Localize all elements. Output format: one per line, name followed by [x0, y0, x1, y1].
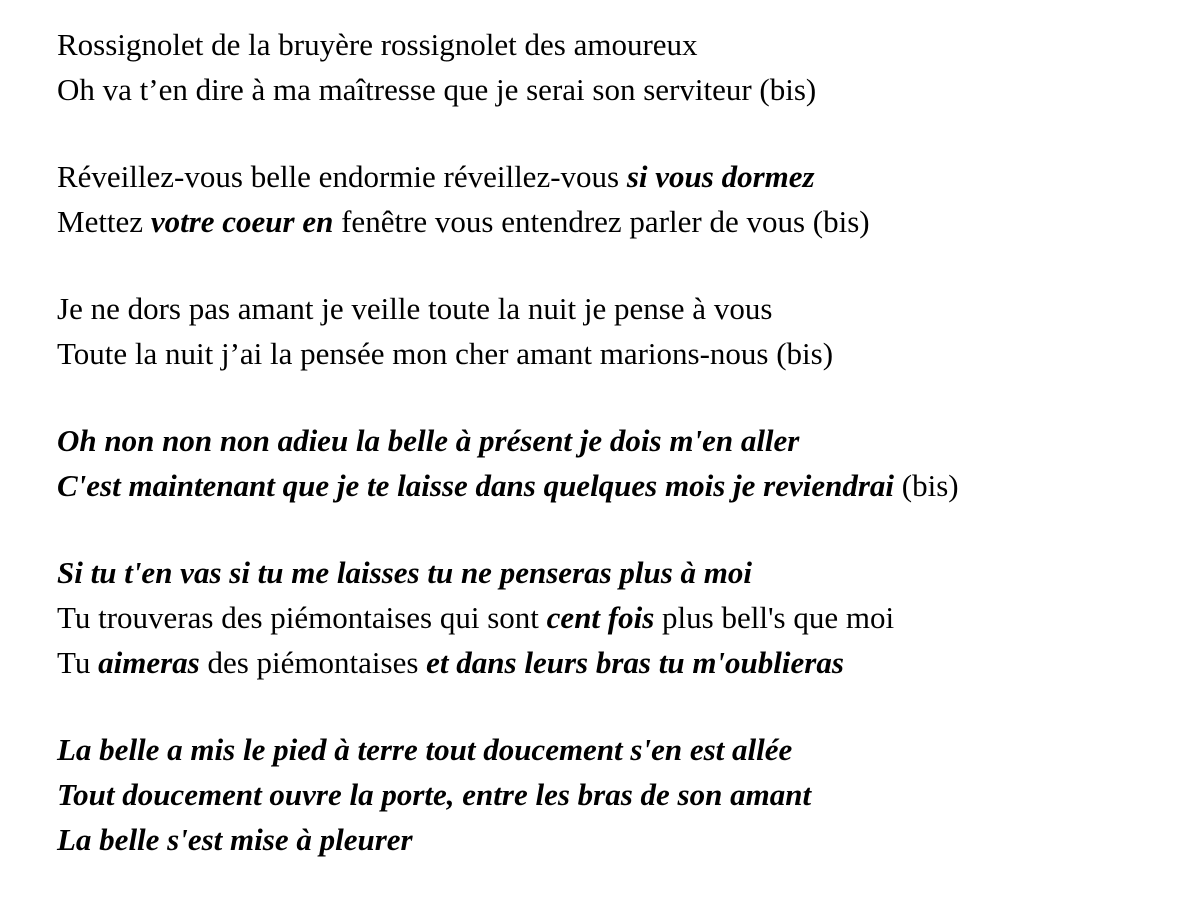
verse-line — [57, 772, 1192, 817]
stanza-3 — [57, 286, 1192, 376]
verse-line — [57, 550, 1192, 595]
verse-emphasis: La belle s'est mise à pleurer — [57, 822, 413, 857]
verse-emphasis: La belle a mis le pied à terre tout doucement s'en est allée — [57, 732, 793, 767]
verse-text: Rossignolet de la bruyère rossignolet des amoureux — [57, 27, 698, 62]
verse-line — [57, 286, 1192, 331]
verse-line — [57, 331, 1192, 376]
verse-text: Je ne dors pas amant je veille toute la nuit je pense à vous — [57, 291, 773, 326]
verse-line — [57, 640, 1192, 685]
stanza-1 — [57, 22, 1192, 112]
verse-text: Toute la nuit j’ai la pensée mon cher amant marions-nous (bis) — [57, 336, 834, 371]
lyrics-document — [57, 22, 1192, 904]
verse-line — [57, 595, 1192, 640]
verse-line — [57, 199, 1192, 244]
verse-emphasis: C'est maintenant que je te laisse dans quelques mois je reviendrai — [57, 468, 895, 503]
verse-text: Oh va t’en dire à ma maîtresse que je serai son serviteur (bis) — [57, 72, 817, 107]
verse-emphasis: Oh non non non adieu la belle à présent je dois m'en aller — [57, 423, 800, 458]
verse-text: Mettez — [57, 204, 151, 239]
verse-text: Tu — [57, 645, 99, 680]
verse-line — [57, 463, 1192, 508]
verse-text: plus bell's que moi — [654, 600, 895, 635]
stanza-5 — [57, 550, 1192, 685]
verse-emphasis: aimeras — [98, 645, 200, 680]
verse-line — [57, 817, 1192, 862]
verse-text: fenêtre vous entendrez parler de vous (bis) — [333, 204, 870, 239]
verse-text: Tu trouveras des piémontaises qui sont — [57, 600, 547, 635]
verse-emphasis: votre coeur en — [150, 204, 334, 239]
verse-text: (bis) — [894, 468, 959, 503]
verse-text: Réveillez-vous belle endormie réveillez-vous — [57, 159, 627, 194]
verse-emphasis: cent fois — [546, 600, 655, 635]
verse-emphasis: et dans leurs bras tu m'oublieras — [426, 645, 844, 680]
verse-line — [57, 418, 1192, 463]
stanza-2 — [57, 154, 1192, 244]
stanza-4 — [57, 418, 1192, 508]
verse-line — [57, 22, 1192, 67]
verse-line — [57, 67, 1192, 112]
verse-emphasis: Tout doucement ouvre la porte, entre les bras de son amant — [57, 777, 812, 812]
verse-emphasis: si vous dormez — [626, 159, 815, 194]
verse-line — [57, 727, 1192, 772]
verse-emphasis: Si tu t'en vas si tu me laisses tu ne penseras plus à moi — [57, 555, 753, 590]
verse-line — [57, 154, 1192, 199]
stanza-6 — [57, 727, 1192, 862]
verse-text: des piémontaises — [199, 645, 427, 680]
